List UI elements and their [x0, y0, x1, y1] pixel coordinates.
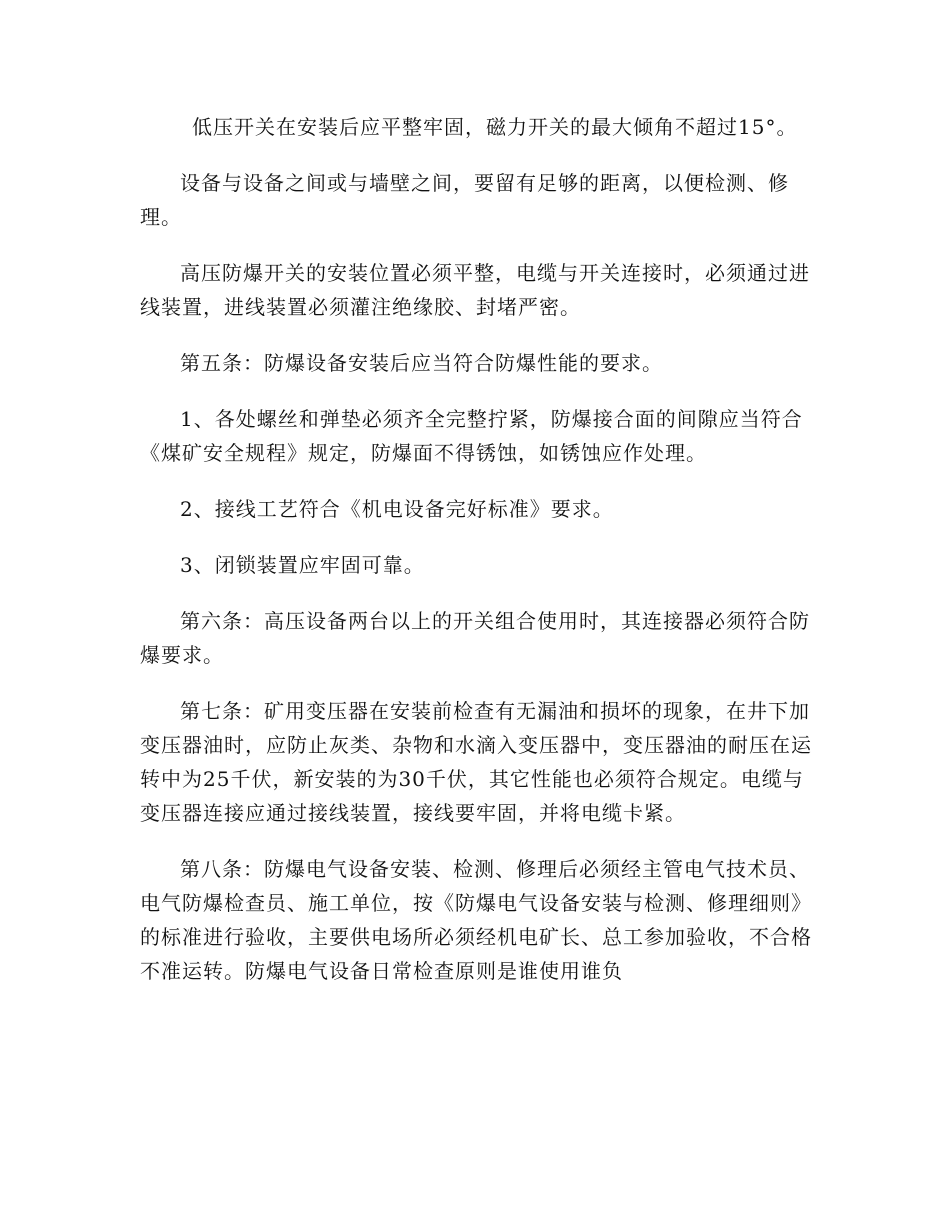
paragraph-low-voltage-switch: 低压开关在安装后应平整牢固，磁力开关的最大倾角不超过15°。	[192, 115, 798, 139]
paragraph-equipment-spacing: 设备与设备之间或与墙壁之间，要留有足够的距离，以便检测、修理。	[140, 171, 789, 229]
paragraph-item-2: 2、接线工艺符合《机电设备完好标准》要求。	[180, 497, 614, 521]
document-body	[140, 110, 815, 1010]
paragraph-item-1: 1、各处螺丝和弹垫必须齐全完整拧紧，防爆接合面的间隙应当符合《煤矿安全规程》规定，防爆面不得锈蚀，如锈蚀应作处理。	[140, 407, 803, 465]
paragraph-high-voltage-switch: 高压防爆开关的安装位置必须平整，电缆与开关连接时，必须通过进线装置，进线装置必须灌注绝缘胶、封堵严密。	[140, 261, 810, 319]
paragraph-article-6: 第六条：高压设备两台以上的开关组合使用时，其连接器必须符合防爆要求。	[140, 609, 810, 667]
paragraph-item-3: 3、闭锁装置应牢固可靠。	[180, 553, 425, 577]
paragraph-article-5: 第五条：防爆设备安装后应当符合防爆性能的要求。	[180, 351, 663, 375]
paragraph-article-7: 第七条：矿用变压器在安装前检查有无漏油和损坏的现象，在井下加变压器油时，应防止灰类、杂物和水滴入变压器中，变压器油的耐压在运转中为25千伏，新安装的为30千伏，其它性能也必须符合规定。电缆与变压器连接应通过接线装置，接线要牢固，并将电缆卡紧。	[140, 699, 812, 825]
paragraph-article-8: 第八条：防爆电气设备安装、检测、修理后必须经主管电气技术员、电气防爆检查员、施工单位，按《防爆电气设备安装与检测、修理细则》的标准进行验收，主要供电场所必须经机电矿长、总工参加验收，不合格不准运转。防爆电气设备日常检查原则是谁使用谁负	[140, 857, 812, 983]
